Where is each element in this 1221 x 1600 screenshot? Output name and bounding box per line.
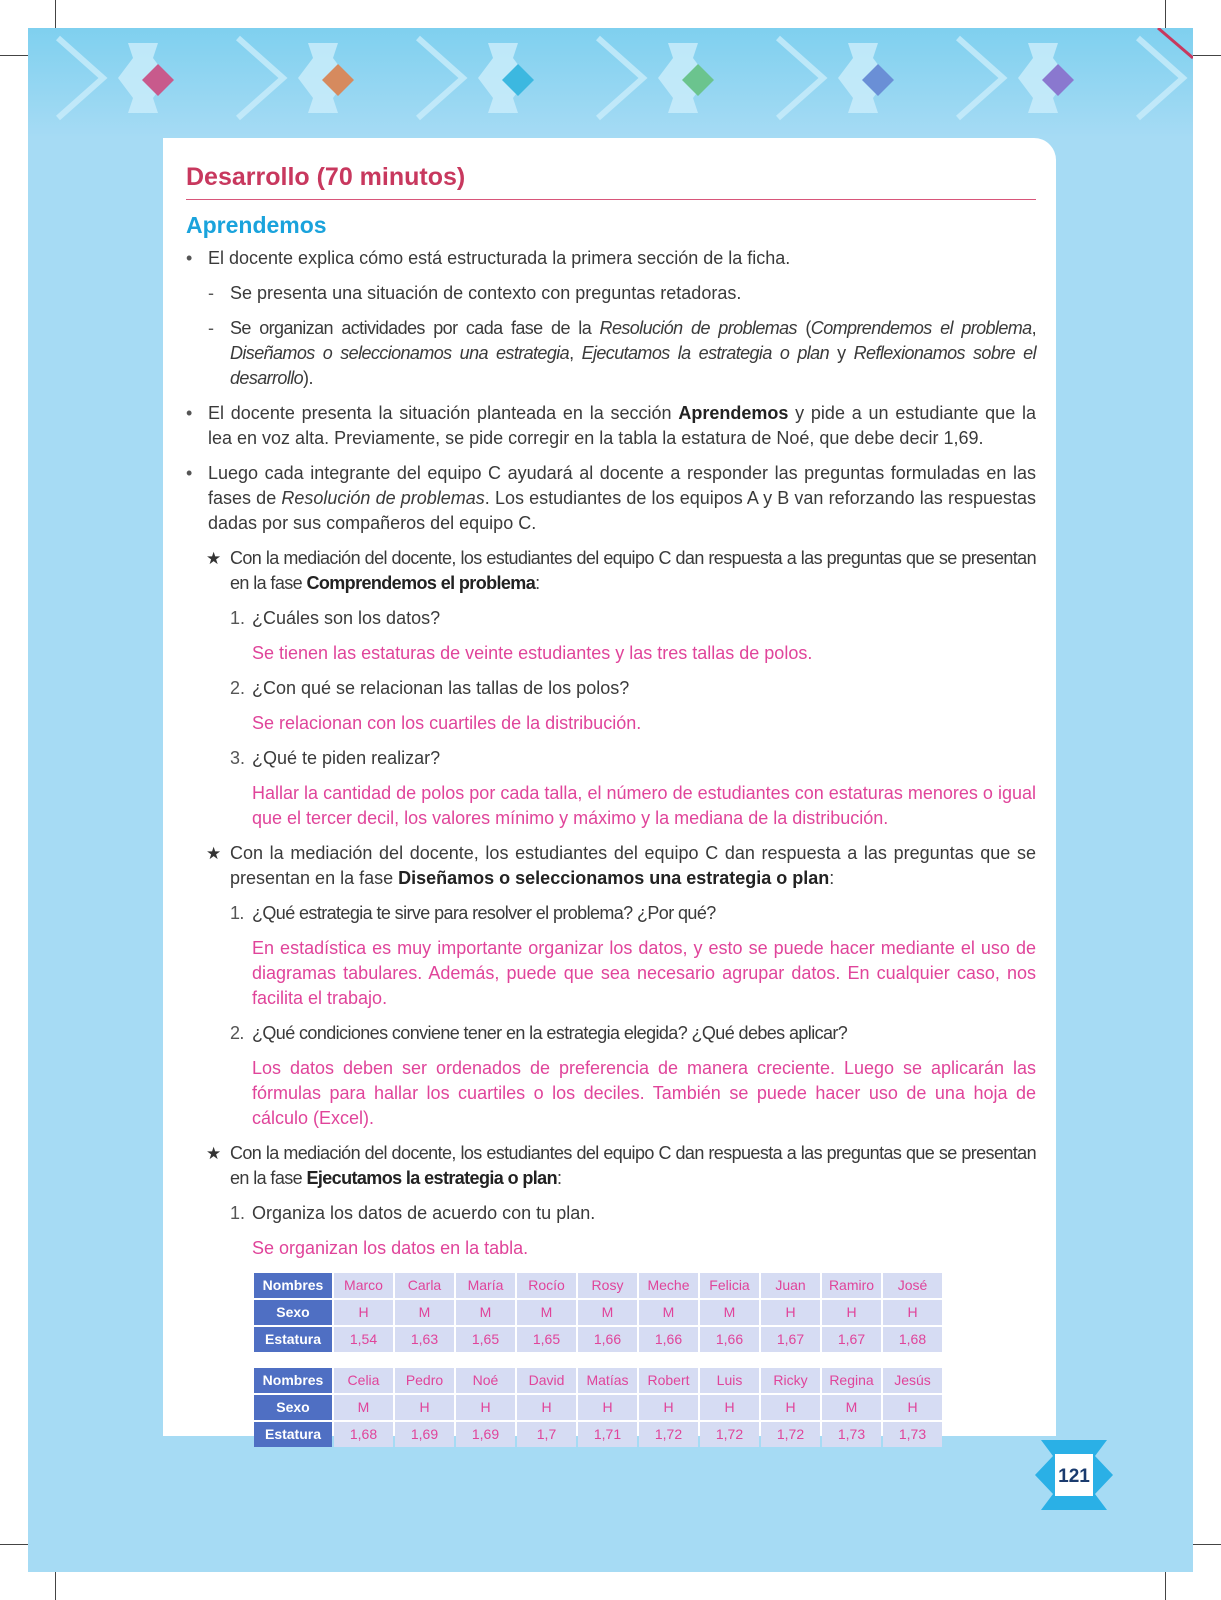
table-row xyxy=(254,1300,942,1325)
bullet-icon: • xyxy=(186,463,193,483)
answer-text: Se organizan los datos en la tabla. xyxy=(252,1238,529,1258)
table-cell: 1,65 xyxy=(517,1327,576,1352)
text-run: Resolución de problemas xyxy=(281,488,485,508)
table-cell: 1,63 xyxy=(395,1327,454,1352)
table-cell: David xyxy=(517,1368,576,1393)
star-text xyxy=(230,841,1036,891)
text-run: Con la mediación del docente, los estudiantes del equipo C dan respuesta a las preguntas que se presentan en la fase xyxy=(230,548,1036,593)
table-cell: H xyxy=(395,1395,454,1420)
table-cell: M xyxy=(639,1300,698,1325)
table-cell: Pedro xyxy=(395,1368,454,1393)
text-run: El docente presenta la situación planteada en la sección xyxy=(208,403,679,423)
question-number: 3. xyxy=(230,748,246,768)
table-cell: 1,69 xyxy=(456,1422,515,1447)
text-run: Aprendemos xyxy=(678,403,789,423)
question-number: 2. xyxy=(230,1023,244,1043)
table-cell: Luis xyxy=(700,1368,759,1393)
text-run: Con la mediación del docente, los estudiantes del equipo C dan respuesta a las preguntas que se presentan en la fase xyxy=(230,843,1036,888)
table-cell: H xyxy=(578,1395,637,1420)
bullet-item xyxy=(186,461,1036,536)
text-run: Resolución de problemas xyxy=(599,318,797,338)
answer-text: Los datos deben ser ordenados de preferencia de manera creciente. Luego se aplicarán las fórmulas para hallar los cuartiles o los deciles. También se puede hacer uso de una hoja de cálculo (Excel). xyxy=(252,1058,1036,1128)
decorative-header-band xyxy=(28,28,1193,138)
text-run: Comprendemos el problema xyxy=(810,318,1032,338)
table-cell: 1,66 xyxy=(700,1327,759,1352)
star-icon: ★ xyxy=(206,549,221,568)
question-text: ¿Cuáles son los datos? xyxy=(252,608,441,628)
question-text: ¿Qué estrategia te sirve para resolver el problema? ¿Por qué? xyxy=(252,903,716,923)
crop-mark xyxy=(1193,1544,1221,1545)
bullet-text: El docente explica cómo está estructurada la primera sección de la ficha. xyxy=(208,248,791,268)
text-run: y pide a un estudiante que la lea en voz alta. Previamente, se pide corregir en la tabla la estatura de Noé, que debe decir 1,69. xyxy=(208,403,1036,448)
crop-mark xyxy=(0,1544,28,1545)
text-run: Diseñamos o seleccionamos una estrategia xyxy=(230,343,570,363)
table-cell: Matías xyxy=(578,1368,637,1393)
table-cell: 1,7 xyxy=(517,1422,576,1447)
table-row xyxy=(254,1422,942,1447)
data-table xyxy=(252,1271,944,1354)
table-cell: H xyxy=(700,1395,759,1420)
question-item xyxy=(186,901,1036,926)
dash-icon: - xyxy=(208,283,214,303)
crop-mark xyxy=(1165,0,1166,28)
dash-item xyxy=(186,316,1036,391)
table-cell: Regina xyxy=(822,1368,881,1393)
question-text: ¿Qué te piden realizar? xyxy=(252,748,441,768)
table-cell: 1,66 xyxy=(639,1327,698,1352)
text-run: Con la mediación del docente, los estudiantes del equipo C dan respuesta a las preguntas que se presentan en la fase xyxy=(230,1143,1036,1188)
table-cell: 1,65 xyxy=(456,1327,515,1352)
data-table xyxy=(252,1366,944,1449)
answer-text: En estadística es muy importante organizar los datos, y esto se puede hacer mediante el uso de diagramas tabulares. Además, puede que sea necesario agrupar datos. En cualquier caso, nos facilita el trabajo. xyxy=(252,938,1036,1008)
table-cell: 1,54 xyxy=(334,1327,393,1352)
dash-icon: - xyxy=(208,318,214,338)
table-cell: 1,73 xyxy=(883,1422,942,1447)
table-cell: Juan xyxy=(761,1273,820,1298)
table-cell: Rosy xyxy=(578,1273,637,1298)
star-text xyxy=(230,1141,1036,1191)
table-cell: 1,73 xyxy=(822,1422,881,1447)
table-cell: Carla xyxy=(395,1273,454,1298)
table-cell: Noé xyxy=(456,1368,515,1393)
answer-text: Hallar la cantidad de polos por cada talla, el número de estudiantes con estaturas menores o igual que el tercer decil, los valores mínimo y máximo y la mediana de la distribución. xyxy=(252,783,1036,828)
table-cell: M xyxy=(578,1300,637,1325)
star-text xyxy=(230,546,1036,596)
table-row xyxy=(254,1395,942,1420)
section-title: Desarrollo (70 minutos) xyxy=(186,160,1036,200)
question-number: 1. xyxy=(230,608,246,628)
table-row xyxy=(254,1273,942,1298)
text-run: ). xyxy=(303,368,313,388)
text-run: ( xyxy=(796,318,811,338)
table-cell: H xyxy=(822,1300,881,1325)
question-number: 2. xyxy=(230,678,246,698)
text-run: Diseñamos o seleccionamos una estrategia o plan xyxy=(398,868,830,888)
table-cell: Celia xyxy=(334,1368,393,1393)
bullet-item xyxy=(186,401,1036,451)
star-item xyxy=(186,841,1036,891)
text-run: Luego cada integrante del equipo C ayudará al docente a responder las preguntas formuladas en las fases de xyxy=(208,463,1036,508)
subsection-title: Aprendemos xyxy=(186,212,327,238)
table-cell: H xyxy=(761,1300,820,1325)
content xyxy=(186,160,1036,1461)
text-run: . Los estudiantes de los equipos A y B van reforzando las respuestas dadas por sus compañeros del equipo C. xyxy=(208,488,1037,533)
question-text: Organiza los datos de acuerdo con tu plan. xyxy=(252,1203,596,1223)
table-cell: Rocío xyxy=(517,1273,576,1298)
table-cell: H xyxy=(883,1300,942,1325)
table-cell: H xyxy=(761,1395,820,1420)
text-run: Comprendemos el problema xyxy=(306,573,536,593)
text-run: , xyxy=(1031,318,1036,338)
table-cell: H xyxy=(639,1395,698,1420)
row-header: Nombres xyxy=(254,1273,332,1298)
text-run: Ejecutamos la estrategia o plan xyxy=(581,343,830,363)
table-cell: Ricky xyxy=(761,1368,820,1393)
bullet-icon: • xyxy=(186,248,193,268)
crop-mark xyxy=(55,1572,56,1600)
question-item xyxy=(186,746,1036,771)
star-item xyxy=(186,1141,1036,1191)
answer-text: Se relacionan con los cuartiles de la distribución. xyxy=(252,713,642,733)
star-icon: ★ xyxy=(206,844,222,863)
row-header: Nombres xyxy=(254,1368,332,1393)
table-cell: Meche xyxy=(639,1273,698,1298)
answer-text: Se tienen las estaturas de veinte estudiantes y las tres tallas de polos. xyxy=(252,643,813,663)
text-run: , xyxy=(569,343,582,363)
question-item xyxy=(186,606,1036,631)
question-item xyxy=(186,1021,1036,1046)
table-cell: 1,72 xyxy=(700,1422,759,1447)
text-run: Se organizan actividades por cada fase de la xyxy=(230,318,600,338)
text-run: : xyxy=(556,1168,562,1188)
crop-mark xyxy=(55,0,56,28)
table-row xyxy=(254,1368,942,1393)
table-cell: José xyxy=(883,1273,942,1298)
question-item xyxy=(186,676,1036,701)
star-icon: ★ xyxy=(206,1144,221,1163)
table-cell: 1,67 xyxy=(822,1327,881,1352)
table-cell: H xyxy=(517,1395,576,1420)
pattern-graphic xyxy=(28,28,1193,138)
table-cell: M xyxy=(395,1300,454,1325)
table-cell: H xyxy=(883,1395,942,1420)
table-cell: María xyxy=(456,1273,515,1298)
crop-mark xyxy=(1165,1572,1166,1600)
crop-mark xyxy=(0,55,28,56)
text-run: Ejecutamos la estrategia o plan xyxy=(306,1168,557,1188)
table-cell: 1,67 xyxy=(761,1327,820,1352)
row-header: Estatura xyxy=(254,1327,332,1352)
table-cell: 1,68 xyxy=(883,1327,942,1352)
question-text: ¿Qué condiciones conviene tener en la estrategia elegida? ¿Qué debes aplicar? xyxy=(252,1023,848,1043)
question-number: 1. xyxy=(230,1203,246,1223)
row-header: Sexo xyxy=(254,1395,332,1420)
text-run: Reflexionamos sobre el desarrollo xyxy=(230,343,1036,388)
table-cell: Ramiro xyxy=(822,1273,881,1298)
text-run: : xyxy=(829,868,835,888)
table-cell: 1,71 xyxy=(578,1422,637,1447)
table-cell: 1,66 xyxy=(578,1327,637,1352)
text-run: : xyxy=(535,573,540,593)
bullet-item xyxy=(186,246,1036,271)
table-cell: Marco xyxy=(334,1273,393,1298)
bullet-text xyxy=(208,461,1036,536)
dash-item xyxy=(186,281,1036,306)
table-row xyxy=(254,1327,942,1352)
bullet-icon: • xyxy=(186,403,193,423)
crop-mark xyxy=(1193,55,1221,56)
table-cell: 1,72 xyxy=(639,1422,698,1447)
bullet-text xyxy=(208,401,1036,451)
question-item xyxy=(186,1201,1036,1226)
table-cell: M xyxy=(456,1300,515,1325)
question-text: ¿Con qué se relacionan las tallas de los polos? xyxy=(252,678,630,698)
table-cell: 1,69 xyxy=(395,1422,454,1447)
table-cell: H xyxy=(456,1395,515,1420)
row-header: Estatura xyxy=(254,1422,332,1447)
dash-text xyxy=(230,316,1036,391)
table-cell: Robert xyxy=(639,1368,698,1393)
table-cell: H xyxy=(334,1300,393,1325)
table-cell: M xyxy=(822,1395,881,1420)
page-number: 121 xyxy=(1058,1466,1090,1487)
table-cell: Jesús xyxy=(883,1368,942,1393)
star-item xyxy=(186,546,1036,596)
text-run: y xyxy=(829,343,854,363)
table-cell: Felicia xyxy=(700,1273,759,1298)
table-cell: M xyxy=(334,1395,393,1420)
table-cell: 1,68 xyxy=(334,1422,393,1447)
table-cell: M xyxy=(700,1300,759,1325)
table-cell: 1,72 xyxy=(761,1422,820,1447)
dash-text: Se presenta una situación de contexto con preguntas retadoras. xyxy=(230,283,742,303)
row-header: Sexo xyxy=(254,1300,332,1325)
table-cell: M xyxy=(517,1300,576,1325)
question-number: 1. xyxy=(230,903,244,923)
